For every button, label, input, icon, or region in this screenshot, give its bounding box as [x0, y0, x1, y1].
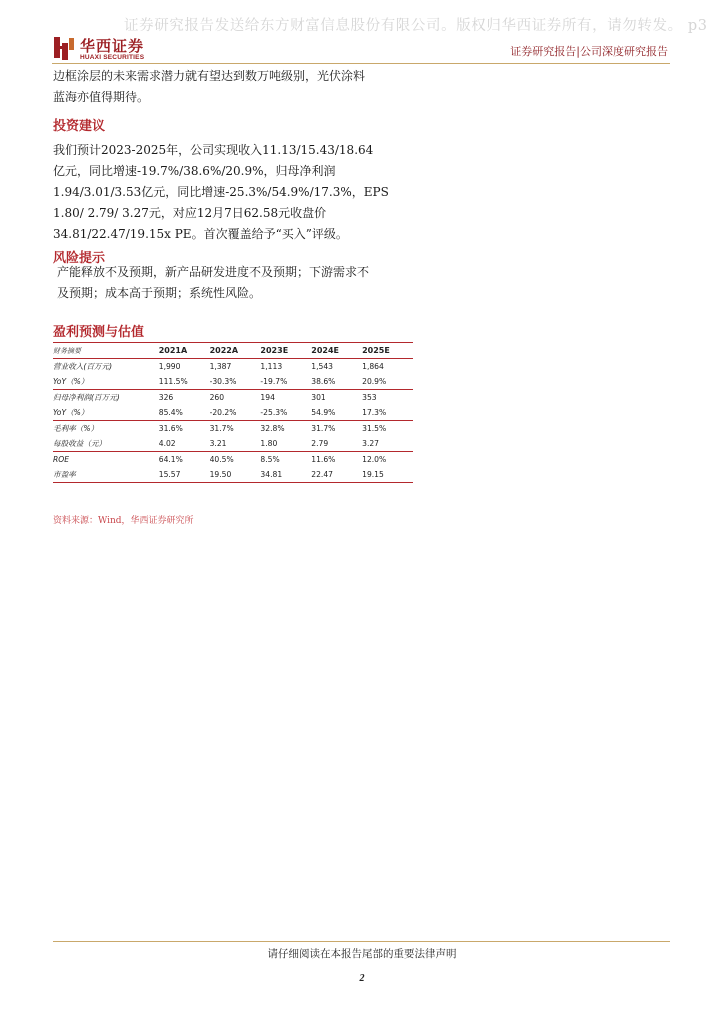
- row-label: 市盈率: [53, 470, 76, 479]
- table-cell: 85.4%: [158, 408, 183, 417]
- page-number: 2: [359, 973, 365, 984]
- table-row: [53, 359, 413, 375]
- investment-paragraph: [53, 140, 413, 245]
- forecast-heading: 盈利预测与估值: [53, 325, 145, 340]
- table-cell: -25.3%: [260, 408, 288, 417]
- table-row: [53, 374, 413, 390]
- table-cell: 3.27: [362, 439, 380, 448]
- forecast-table: [53, 342, 413, 483]
- table-row: [53, 436, 413, 452]
- table-cell: 194: [260, 393, 275, 402]
- intro-paragraph: [53, 66, 413, 108]
- table-row: [53, 467, 413, 483]
- table-cell: 1,113: [260, 362, 283, 371]
- table-cell: 17.3%: [362, 408, 387, 417]
- table-cell: 32.8%: [260, 424, 285, 433]
- table-cell: -30.3%: [209, 377, 237, 386]
- row-label: YoY（%）: [53, 408, 89, 417]
- table-cell: 40.5%: [209, 455, 234, 464]
- row-label: ROE: [53, 455, 70, 464]
- table-cell: 1,543: [311, 362, 334, 371]
- watermark-text: 证券研究报告发送给东方财富信息股份有限公司。版权归华西证券所有，请勿转发。 p3: [124, 18, 708, 34]
- table-row: [53, 405, 413, 421]
- table-cell: 1,864: [362, 362, 384, 371]
- table-cell: 64.1%: [158, 455, 183, 464]
- table-cell: 353: [362, 393, 377, 402]
- table-cell: 3.21: [209, 439, 227, 448]
- table-cell: 4.02: [158, 439, 176, 448]
- footer-divider: [53, 941, 670, 942]
- investment-line: 1.80/ 2.79/ 3.27元，对应12月7日62.58元收盘价: [53, 206, 327, 220]
- row-label: YoY（%）: [53, 377, 89, 386]
- risk-line: 产能释放不及预期，新产品研发进度不及预期；下游需求不: [57, 265, 370, 279]
- table-cell: -19.7%: [260, 377, 288, 386]
- table-cell: 8.5%: [260, 455, 280, 464]
- data-source-note: 资料来源：Wind，华西证券研究所: [53, 516, 194, 526]
- table-cell: 31.6%: [158, 424, 183, 433]
- table-cell: 38.6%: [311, 377, 336, 386]
- investment-section: [53, 115, 413, 134]
- header-divider: [52, 63, 670, 64]
- table-cell: -20.2%: [209, 408, 237, 417]
- legal-notice: 请仔细阅读在本报告尾部的重要法律声明: [267, 948, 457, 960]
- table-cell: 2.79: [311, 439, 329, 448]
- investment-heading: 投资建议: [53, 119, 106, 134]
- logo-chinese-name: 华西证券: [80, 37, 145, 55]
- intro-line: 边框涂层的未来需求潜力就有望达到数万吨级别，光伏涂料: [53, 69, 366, 83]
- table-cell: 31.5%: [362, 424, 387, 433]
- table-header-row: [53, 343, 413, 359]
- table-cell: 19.50: [209, 470, 232, 479]
- huaxi-logo-icon: [52, 34, 76, 62]
- table-header-cell: 2023E: [260, 346, 289, 355]
- investment-line: 34.81/22.47/19.15x PE。首次覆盖给予“买入”评级。: [53, 227, 348, 241]
- table-cell: 1,990: [158, 362, 181, 371]
- table-row: [53, 452, 413, 468]
- risk-heading: 风险提示: [53, 251, 106, 266]
- investment-line: 亿元，同比增速-19.7%/38.6%/20.9%，归母净利润: [53, 164, 336, 178]
- table-cell: 12.0%: [362, 455, 387, 464]
- table-row: [53, 421, 413, 437]
- table-header-cell: 财务摘要: [53, 346, 81, 355]
- risk-line: 及预期；成本高于预期；系统性风险。: [57, 286, 262, 300]
- table-header-cell: 2025E: [362, 346, 390, 355]
- table-cell: 1,387: [209, 362, 232, 371]
- risk-paragraph: [57, 262, 417, 304]
- table-cell: 31.7%: [209, 424, 234, 433]
- table-cell: 22.47: [311, 470, 334, 479]
- table-header-cell: 2024E: [311, 346, 339, 355]
- table-cell: 19.15: [362, 470, 384, 479]
- row-label: 毛利率（%）: [53, 424, 99, 433]
- table-cell: 260: [209, 393, 225, 402]
- table-cell: 54.9%: [311, 408, 336, 417]
- report-type-label: 证券研究报告|公司深度研究报告: [510, 45, 668, 58]
- table-cell: 326: [158, 393, 174, 402]
- table-cell: 301: [311, 393, 326, 402]
- table-header-cell: 2021A: [158, 346, 188, 355]
- table-cell: 1.80: [260, 439, 278, 448]
- logo-english-name: HUAXI SECURITIES: [80, 54, 145, 61]
- table-cell: 31.7%: [311, 424, 336, 433]
- investment-line: 1.94/3.01/3.53亿元，同比增速-25.3%/54.9%/17.3%，EPS: [53, 185, 389, 199]
- company-logo: [52, 34, 172, 66]
- row-label: 归母净利润(百万元): [53, 393, 120, 402]
- row-label: 营业收入(百万元): [53, 362, 113, 371]
- table-cell: 20.9%: [362, 377, 387, 386]
- investment-line: 我们预计2023-2025年，公司实现收入11.13/15.43/18.64: [53, 143, 374, 157]
- table-cell: 34.81: [260, 470, 283, 479]
- table-cell: 111.5%: [158, 377, 188, 386]
- table-cell: 15.57: [158, 470, 181, 479]
- row-label: 每股收益（元）: [53, 439, 107, 448]
- table-cell: 11.6%: [311, 455, 336, 464]
- forecast-section: [53, 321, 413, 340]
- intro-line: 蓝海亦值得期待。: [53, 90, 150, 104]
- table-header-cell: 2022A: [209, 346, 239, 355]
- table-row: [53, 390, 413, 406]
